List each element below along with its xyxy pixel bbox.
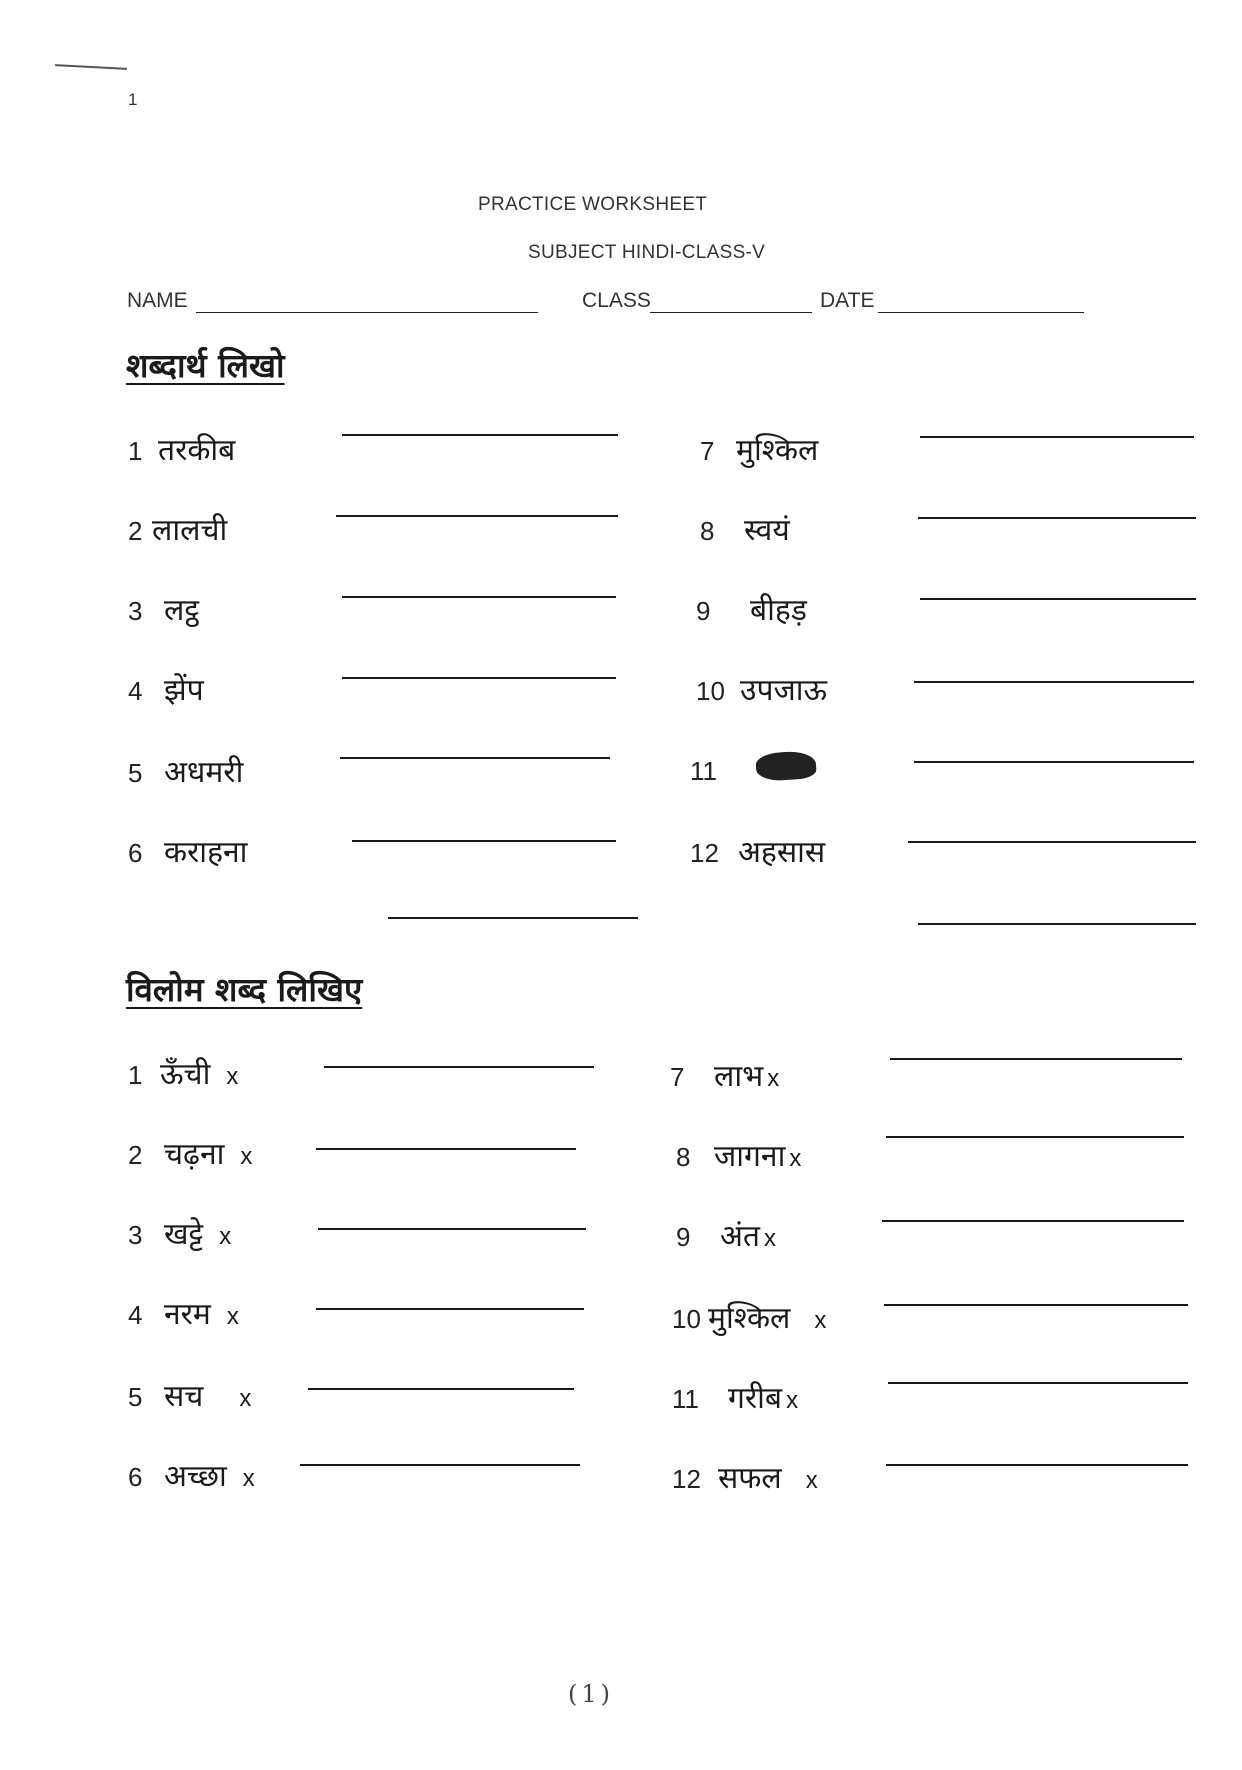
item-word: खट्टे [164,1217,204,1252]
item-word: अहसास [738,835,826,870]
answer-line[interactable] [886,1136,1184,1138]
item-number: 11 [690,756,717,786]
list-item [128,830,247,871]
list-item [690,752,816,787]
list-item [670,1054,779,1095]
item-number: 2 [128,1140,143,1170]
x-mark: x [226,1303,239,1330]
answer-line[interactable] [388,917,638,919]
answer-line[interactable] [342,677,616,679]
section2-title: विलोम शब्द लिखिए [126,970,363,1009]
item-number: 7 [700,436,715,466]
item-number: 4 [128,1300,143,1330]
list-item [676,1214,776,1255]
list-item [700,508,790,549]
x-mark: x [239,1385,252,1412]
answer-line[interactable] [914,761,1194,763]
top-page-number: 1 [128,90,138,109]
item-number: 10 [672,1304,701,1334]
item-word: बीहड़ [750,593,807,628]
item-number: 12 [672,1464,701,1494]
item-word: गरीब [728,1381,783,1416]
item-number: 6 [128,1462,143,1492]
x-mark: x [240,1143,253,1170]
class-label: CLASS [582,289,651,312]
item-word: तरकीब [158,433,236,468]
answer-line[interactable] [888,1382,1188,1384]
answer-line[interactable] [340,757,610,759]
answer-line[interactable] [886,1464,1188,1466]
answer-line[interactable] [342,596,616,598]
answer-line[interactable] [308,1388,574,1390]
list-item [128,1454,255,1495]
answer-line[interactable] [914,681,1194,683]
item-word: कराहना [164,835,248,870]
list-item [128,1212,231,1253]
item-number: 11 [672,1384,699,1414]
answer-line[interactable] [920,436,1194,438]
item-number: 1 [128,436,143,466]
answer-line[interactable] [882,1220,1184,1222]
list-item [676,1134,801,1175]
date-field[interactable] [878,312,1084,313]
answer-line[interactable] [918,923,1196,925]
list-item [128,1374,251,1415]
answer-line[interactable] [318,1228,586,1230]
answer-line[interactable] [920,598,1196,600]
answer-line[interactable] [352,840,616,842]
item-number: 3 [128,596,143,626]
item-number: 9 [696,596,711,626]
x-mark: x [219,1223,232,1250]
list-item [128,750,243,791]
item-word: लट्ठ [164,593,200,628]
list-item [128,1132,252,1173]
item-number: 8 [700,516,715,546]
item-word: मुश्किल [708,1301,791,1336]
item-number: 3 [128,1220,143,1250]
x-mark: x [789,1145,802,1172]
item-word: नरम [164,1297,211,1332]
item-word: मुश्किल [736,433,819,468]
answer-line[interactable] [918,517,1196,519]
list-item [672,1376,798,1417]
item-number: 8 [676,1142,691,1172]
answer-line[interactable] [342,434,618,436]
class-field[interactable] [650,312,812,313]
item-word: स्वयं [744,513,790,548]
answer-line[interactable] [324,1066,594,1068]
list-item [128,588,199,629]
list-item [672,1456,818,1497]
item-word: उपजाऊ [740,673,828,708]
item-word: चढ़ना [164,1137,225,1172]
list-item [128,668,204,709]
item-word: अच्छा [164,1459,227,1494]
item-number: 12 [690,838,719,868]
answer-line[interactable] [316,1308,584,1310]
answer-line[interactable] [908,841,1196,843]
answer-line[interactable] [336,515,618,517]
answer-line[interactable] [890,1058,1182,1060]
item-word: ऊँची [160,1057,211,1092]
item-number: 5 [128,1382,143,1412]
worksheet-subject: SUBJECT HINDI-CLASS-V [528,242,766,263]
footer-page-number: (1) [568,1680,614,1708]
date-label: DATE [820,289,875,312]
section1-title: शब्दार्थ लिखो [126,346,285,385]
item-word: झेंप [164,673,204,708]
item-number: 4 [128,676,143,706]
list-item [696,668,827,709]
list-item [700,428,818,469]
answer-line[interactable] [300,1464,580,1466]
item-word: लालची [152,513,228,548]
answer-line[interactable] [316,1148,576,1150]
item-number: 9 [676,1222,691,1252]
item-number: 6 [128,838,143,868]
list-item [696,588,807,629]
item-word: अधमरी [164,755,244,790]
item-number: 5 [128,758,143,788]
list-item [128,1052,238,1093]
x-mark: x [786,1387,799,1414]
item-word: सफल [718,1461,782,1496]
item-number: 2 [128,516,143,546]
item-word: अंत [720,1219,761,1254]
name-field[interactable] [196,312,538,313]
list-item [128,1292,239,1333]
x-mark: x [764,1225,777,1252]
x-mark: x [805,1467,818,1494]
item-number: 1 [128,1060,143,1090]
item-number: 10 [696,676,725,706]
x-mark: x [767,1065,780,1092]
x-mark: x [814,1307,827,1334]
list-item [128,428,235,469]
item-word: सच [164,1379,204,1414]
name-label: NAME [127,289,188,312]
corner-mark [55,64,127,70]
item-word: लाभ [714,1059,764,1094]
scribbled-word [755,750,817,782]
worksheet-title: PRACTICE WORKSHEET [478,194,708,215]
list-item [690,830,825,871]
list-item [128,508,227,549]
x-mark: x [242,1465,255,1492]
item-word: जागना [714,1139,786,1174]
x-mark: x [226,1063,239,1090]
list-item [672,1296,826,1337]
answer-line[interactable] [884,1304,1188,1306]
item-number: 7 [670,1062,685,1092]
